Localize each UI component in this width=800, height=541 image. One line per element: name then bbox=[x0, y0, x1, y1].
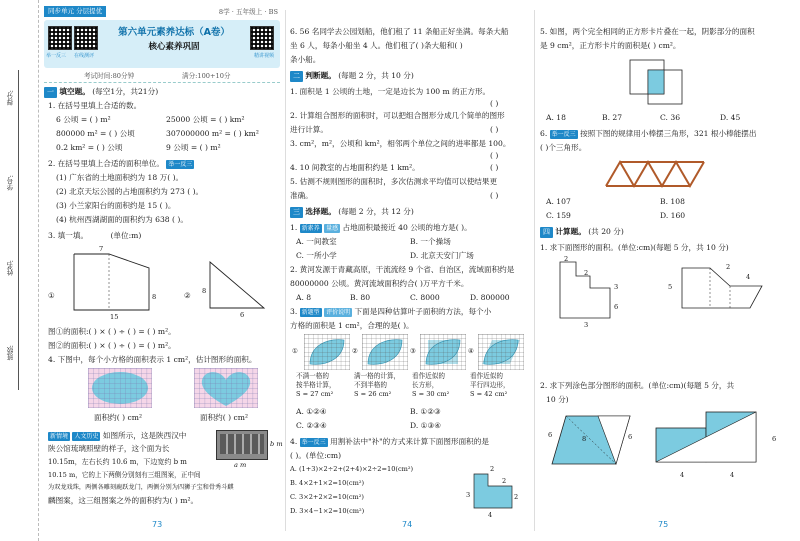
c6-opt-b[interactable]: B. 108 bbox=[660, 197, 685, 206]
c4-opt-a[interactable]: A. (1+3)×2÷2+(2+4)×2÷2=10(cm²) bbox=[290, 465, 414, 473]
screen-wall-image bbox=[216, 430, 268, 460]
leaf-grid-1 bbox=[304, 334, 350, 370]
fig2-bottom-label: 6 bbox=[240, 311, 245, 319]
section-4-note: (共 20 分) bbox=[588, 227, 624, 236]
page-title: 第六单元素养达标（A卷） bbox=[118, 27, 230, 38]
c1-opt-b[interactable]: B. 一个操场 bbox=[410, 237, 451, 246]
judge-4: 4. 10 间教室的占地面积约是 1 km²。 bbox=[290, 163, 420, 172]
q4-text: 4. 下图中，每个小方格的面积表示 1 cm²，估计图形的面积。 bbox=[48, 355, 257, 364]
section-3-number: 三 bbox=[290, 207, 303, 218]
q3-answer-2: 图②的面积:( ) × ( ) ÷ ( ) = ( ) m²。 bbox=[48, 341, 176, 350]
leaf-note-4-a: 看作近似的 bbox=[470, 372, 503, 380]
leaf-note-3-c: S = 30 cm² bbox=[412, 390, 450, 398]
section-1-title: 填空题。 bbox=[59, 87, 90, 96]
qr-code-left2[interactable] bbox=[74, 26, 98, 50]
p1f1-bottom: 3 bbox=[584, 321, 589, 329]
leaf-note-3-a: 看作近似的 bbox=[412, 372, 445, 380]
q6-line3: 条小船。 bbox=[290, 55, 321, 64]
c2-opt-a[interactable]: A. 8 bbox=[296, 293, 312, 302]
column-divider-1 bbox=[285, 10, 286, 531]
choice-3: 3. 新题型 评价说明 下面是四种估算叶子面积的方法，每个小 bbox=[290, 307, 492, 316]
page-subtitle: 核心素养巩固 bbox=[148, 42, 200, 52]
header-bar bbox=[44, 6, 280, 18]
p1f2-top2: 4 bbox=[746, 273, 751, 281]
leaf-note-1 bbox=[296, 372, 336, 399]
c2-opt-d[interactable]: D. 800000 bbox=[470, 293, 510, 302]
leaf-note-2-c: S = 26 cm² bbox=[354, 390, 392, 398]
q1-row1-a: 6 公顷 = ( ) m² bbox=[56, 115, 111, 124]
fig1-top-label: 7 bbox=[99, 245, 104, 253]
leaf-grid-4 bbox=[478, 334, 524, 370]
q2-item2: (2) 北京天坛公园的占地面积约为 273 ( )。 bbox=[56, 187, 204, 196]
q4-answer-1: 面积约( ) cm² bbox=[94, 413, 143, 422]
c6-tag[interactable]: 举一反三 bbox=[551, 131, 576, 138]
section-2-note: (每题 2 分，共 10 分) bbox=[338, 71, 414, 80]
p1f1-mid: 2 bbox=[584, 269, 589, 277]
score-label: 得分: bbox=[7, 90, 15, 106]
q5-tag[interactable]: 新情境 bbox=[50, 433, 69, 440]
fig1-number: ① bbox=[48, 291, 55, 300]
p2f1-right: 6 bbox=[628, 433, 633, 441]
c4-opt-b[interactable]: B. 4×2+1×2=10(cm²) bbox=[290, 479, 365, 487]
grid-leaf-shape bbox=[88, 368, 152, 408]
q2-item1: (1) 广东省的土地面积约为 18 万( )。 bbox=[56, 173, 184, 182]
judge-5-paren[interactable]: ( ) bbox=[490, 191, 499, 200]
q2-prompt: 2. 在括号里填上合适的面积单位。 bbox=[48, 159, 164, 168]
qr-code-right[interactable] bbox=[250, 26, 274, 50]
c6-line2: ( )个三角形。 bbox=[540, 143, 587, 152]
p1f1-right2: 6 bbox=[614, 303, 619, 311]
p1f1-top: 2 bbox=[564, 255, 569, 263]
section-2-heading bbox=[290, 70, 414, 82]
c4-fig-top: 2 bbox=[490, 465, 495, 473]
figure-2-triangle bbox=[194, 254, 280, 318]
section-1-number: 一 bbox=[44, 87, 57, 98]
q3-unit: (单位:m) bbox=[110, 231, 142, 240]
p2-text: 2. 求下列涂色部分图形的面积。(单位:cm)(每题 5 分，共 bbox=[540, 381, 735, 390]
series-badge: 同步单元 分层提优 bbox=[44, 6, 106, 17]
choice-3b: 方格的面积是 1 cm²，合理的是( )。 bbox=[290, 321, 414, 330]
p2-figure-2 bbox=[650, 406, 770, 472]
leaf-note-2-a: 满一格的计算， bbox=[354, 372, 401, 380]
section-1-heading bbox=[44, 86, 158, 98]
c3-tag2[interactable]: 评价说明 bbox=[326, 309, 351, 316]
fig2-number: ② bbox=[184, 291, 191, 300]
c4-opt-d[interactable]: D. 3×4−1×2=10(cm²) bbox=[290, 507, 365, 515]
judge-5b: 准确。 bbox=[290, 191, 313, 200]
qr-right-caption: 精讲视频 bbox=[253, 53, 274, 59]
leaf-note-2 bbox=[354, 372, 400, 399]
q5-line3: 10.15m，左右长约 10.6 m，下边宽约 b m bbox=[48, 458, 187, 466]
q5-line5: 为双龙戏珠，两侧各雕刻鹿跃龙门，两侧分别为四狮子宝和骨秀斗麒 bbox=[48, 484, 234, 491]
c3-opt-d[interactable]: D. ①③④ bbox=[410, 421, 442, 430]
leaf-note-3 bbox=[412, 372, 449, 399]
c4-fig-top2: 2 bbox=[502, 477, 507, 485]
p2f2-b2: 4 bbox=[730, 471, 735, 479]
c1-opt-d[interactable]: D. 北京天安门广场 bbox=[410, 251, 474, 260]
c3-opt-b[interactable]: B. ①②③ bbox=[410, 407, 441, 416]
c4-fig-bottom: 4 bbox=[488, 511, 493, 519]
q6-line1: 6. 56 名同学去公园划船，他们租了 11 条船正好坐满。每条大船 bbox=[290, 27, 509, 36]
q5-img-a: a m bbox=[234, 461, 247, 469]
p2-text-b: 10 分) bbox=[546, 395, 569, 404]
grade-label: 8学 · 五年级上 · BS bbox=[218, 8, 278, 16]
c3-tag[interactable]: 新题型 bbox=[301, 309, 320, 316]
q1-row1-b: 25000 公顷 = ( ) km² bbox=[166, 115, 245, 124]
fig1-right-label: 8 bbox=[152, 293, 157, 301]
p1f1-right: 3 bbox=[614, 283, 619, 291]
q1-text: 1. 在括号里填上合适的数。 bbox=[48, 101, 142, 110]
fig1-bottom-label: 15 bbox=[110, 313, 119, 321]
judge-3-paren[interactable]: ( ) bbox=[490, 151, 499, 160]
margin-line bbox=[18, 70, 19, 390]
leaf-label-4: ④ bbox=[468, 347, 474, 355]
leaf-note-2-b: 不到半格的 bbox=[354, 381, 387, 389]
q1-row2-b: 307000000 m² = ( ) km² bbox=[166, 129, 259, 138]
p1f2-left: 5 bbox=[668, 283, 673, 291]
exam-score: 满分:100+10分 bbox=[182, 72, 231, 80]
p2f2-right: 6 bbox=[772, 435, 777, 443]
c4-tag[interactable]: 举一反三 bbox=[301, 439, 326, 446]
section-2-number: 二 bbox=[290, 71, 303, 82]
judge-3: 3. cm²，m²，公顷和 km²，相邻两个单位之间的进率都是 100。 bbox=[290, 139, 511, 148]
exam-time: 考试时间:80分钟 bbox=[84, 72, 135, 80]
p1-figure-1 bbox=[550, 256, 630, 328]
judge-4-paren[interactable]: ( ) bbox=[490, 163, 499, 172]
leaf-grid-2 bbox=[362, 334, 408, 370]
q4-answer-2: 面积约( ) cm² bbox=[200, 413, 249, 422]
name-label: 姓名: bbox=[7, 260, 15, 276]
judge-2: 2. 计算组合图形的面积时，可以把组合图形分成几个简单的图形 bbox=[290, 111, 505, 120]
p1-figure-2 bbox=[670, 262, 780, 314]
qr-left-caption: 举一反三 bbox=[46, 53, 67, 59]
c4-opt-c[interactable]: C. 3×2+2×2=10(cm²) bbox=[290, 493, 365, 501]
c4-fig-left: 3 bbox=[466, 491, 471, 499]
column-3 bbox=[540, 6, 796, 536]
c3-opt-a[interactable]: A. ①②④ bbox=[296, 407, 327, 416]
section-4-heading bbox=[540, 226, 624, 238]
title-banner bbox=[44, 20, 280, 68]
q6-line2: 坐 6 人，每条小船坐 4 人。他们租了( )条大船和( ) bbox=[290, 41, 463, 50]
column-2 bbox=[290, 6, 530, 536]
matchstick-triangles bbox=[600, 156, 720, 192]
q5-line2: 陕公馆琉璃照壁的样子，这个面为长 bbox=[48, 444, 170, 453]
c3-prompt: 下面是四种估算叶子面积的方法，每个小 bbox=[354, 307, 492, 316]
leaf-grid-3 bbox=[420, 334, 466, 370]
qr-code-left[interactable] bbox=[48, 26, 72, 50]
c2-opt-c[interactable]: C. 8000 bbox=[410, 293, 440, 302]
q5-heading bbox=[48, 430, 186, 442]
page-number-75: 75 bbox=[658, 520, 669, 529]
q5-img-b: b m bbox=[270, 440, 283, 448]
p2f1-mid: 8 bbox=[582, 435, 587, 443]
page-number-74: 74 bbox=[402, 520, 413, 529]
c1-opt-a[interactable]: A. 一间教室 bbox=[296, 237, 337, 246]
c5-line2: 是 9 cm²，正方形卡片的面积是( ) cm²。 bbox=[540, 41, 681, 50]
leaf-note-1-b: 按半格计算， bbox=[296, 381, 336, 389]
fig2-left-label: 8 bbox=[202, 287, 207, 295]
leaf-label-2: ② bbox=[352, 347, 358, 355]
section-4-number: 四 bbox=[540, 227, 553, 238]
q1-row3-b: 9 公顷 = ( ) m² bbox=[166, 143, 221, 152]
column-divider-2 bbox=[534, 10, 535, 531]
p1f2-top1: 2 bbox=[726, 263, 731, 271]
leaf-note-1-c: S = 27 cm² bbox=[296, 390, 334, 398]
judge-1-paren[interactable]: ( ) bbox=[490, 99, 499, 108]
c1-opt-c[interactable]: C. 一所小学 bbox=[296, 251, 337, 260]
q5-tag2[interactable]: 人文历史 bbox=[74, 433, 99, 440]
leaf-note-4-c: S = 42 cm² bbox=[470, 390, 508, 398]
q2-item4: (4) 杭州西湖湖面的面积约为 638 ( )。 bbox=[56, 215, 188, 224]
c5-opt-c[interactable]: C. 36 bbox=[660, 113, 681, 122]
leaf-label-1: ① bbox=[292, 347, 298, 355]
p1-text: 1. 求下面图形的面积。(单位:cm)(每题 5 分，共 10 分) bbox=[540, 243, 729, 252]
leaf-note-1-a: 不满一格的 bbox=[296, 372, 329, 380]
qr-left2-caption: 在线测评 bbox=[74, 53, 95, 59]
judge-5: 5. 估测不规则图形的面积时，多次估测求平均值可以使结果更 bbox=[290, 177, 498, 186]
q2-tag[interactable]: 举一反三 bbox=[168, 161, 193, 168]
choice-2b: 80000000 公顷。黄河流域面积约合( )万平方千米。 bbox=[290, 279, 469, 288]
q5-line6: 麟图案，这三组图案之外的面积约为( ) m²。 bbox=[48, 496, 199, 505]
q2-text bbox=[48, 158, 194, 170]
section-4-title: 计算题。 bbox=[555, 227, 586, 236]
c4-prompt: 用割补法中"补"的方式来计算下面图形面积的是 bbox=[330, 437, 489, 446]
c6-opt-a[interactable]: A. 107 bbox=[546, 197, 571, 206]
section-3-note: (每题 2 分，共 12 分) bbox=[338, 207, 414, 216]
leaf-note-4-b: 平行四边形， bbox=[470, 381, 510, 389]
q1-row3-a: 0.2 km² = ( ) 公顷 bbox=[56, 143, 123, 152]
c1-tag2[interactable]: 量感 bbox=[326, 225, 339, 232]
q3-answer-1: 图①的面积:( ) × ( ) ÷ ( ) = ( ) m²。 bbox=[48, 327, 176, 336]
leaf-note-4 bbox=[470, 372, 510, 399]
binding-margin bbox=[0, 0, 39, 541]
choice-6: 6. 举一反三 按照下图的规律用小棒摆三角形，321 根小棒能摆出 bbox=[540, 129, 757, 138]
figure-1-trapezoid bbox=[64, 244, 184, 324]
c4-fig-right: 2 bbox=[514, 493, 519, 501]
overlapping-squares bbox=[624, 56, 694, 106]
q5-line4: 10.15 m，它的上下两侧分别刻有三组图案，正中间 bbox=[48, 471, 201, 479]
judge-2b: 进行计算。 bbox=[290, 125, 328, 134]
q3-text bbox=[48, 230, 141, 242]
q1-row2-a: 800000 m² = ( ) 公顷 bbox=[56, 129, 135, 138]
c3-opt-c[interactable]: C. ②③④ bbox=[296, 421, 327, 430]
p2f2-b1: 4 bbox=[680, 471, 685, 479]
judge-1: 1. 面积是 1 公顷的土地，一定是边长为 100 m 的正方形。 bbox=[290, 87, 491, 96]
c6-opt-d[interactable]: D. 160 bbox=[660, 211, 686, 220]
p2f1-left: 6 bbox=[548, 431, 553, 439]
choice-2: 2. 黄河发源于青藏高原，干流流经 9 个省、自治区，流域面积约是 bbox=[290, 265, 515, 274]
p2-figure-1 bbox=[546, 410, 636, 470]
c5-line1: 5. 如图，两个完全相同的正方形卡片叠在一起，阴影部分的面积 bbox=[540, 27, 755, 36]
c6-prompt: 按照下图的规律用小棒摆三角形，321 根小棒能摆出 bbox=[580, 129, 757, 138]
column-1 bbox=[44, 6, 283, 536]
q3-prompt: 3. 填一填。 bbox=[48, 231, 89, 240]
c5-opt-d[interactable]: D. 45 bbox=[720, 113, 741, 122]
c2-opt-b[interactable]: B. 80 bbox=[350, 293, 371, 302]
leaf-label-3: ③ bbox=[410, 347, 416, 355]
q5-line1: 如图所示，这是陕西汉中 bbox=[102, 431, 187, 440]
c5-opt-b[interactable]: B. 27 bbox=[602, 113, 623, 122]
c1-tag[interactable]: 新素养 bbox=[301, 225, 320, 232]
student-id-label: 学号: bbox=[7, 175, 15, 191]
c6-opt-c[interactable]: C. 159 bbox=[546, 211, 571, 220]
header-divider bbox=[44, 82, 280, 83]
choice-4b: ( )。(单位:cm) bbox=[290, 451, 342, 460]
section-3-heading bbox=[290, 206, 414, 218]
class-label: 班级: bbox=[7, 345, 15, 361]
q2-item3: (3) 小兰家阳台的面积约是 15 ( )。 bbox=[56, 201, 176, 210]
page-number-73: 73 bbox=[152, 520, 163, 529]
leaf-note-3-b: 长方形， bbox=[412, 381, 439, 389]
section-1-note: (每空1分，共21分) bbox=[92, 87, 159, 96]
c1-prompt: 占地面积最接近 40 公顷的地方是( )。 bbox=[342, 223, 472, 232]
choice-1: 1. 新素养 量感 占地面积最接近 40 公顷的地方是( )。 bbox=[290, 223, 472, 232]
c5-opt-a[interactable]: A. 18 bbox=[546, 113, 566, 122]
grid-heart-shape bbox=[194, 368, 258, 408]
section-3-title: 选择题。 bbox=[305, 207, 336, 216]
judge-2-paren[interactable]: ( ) bbox=[490, 125, 499, 134]
choice-4: 4. 举一反三 用割补法中"补"的方式来计算下面图形面积的是 bbox=[290, 437, 489, 446]
section-2-title: 判断题。 bbox=[305, 71, 336, 80]
